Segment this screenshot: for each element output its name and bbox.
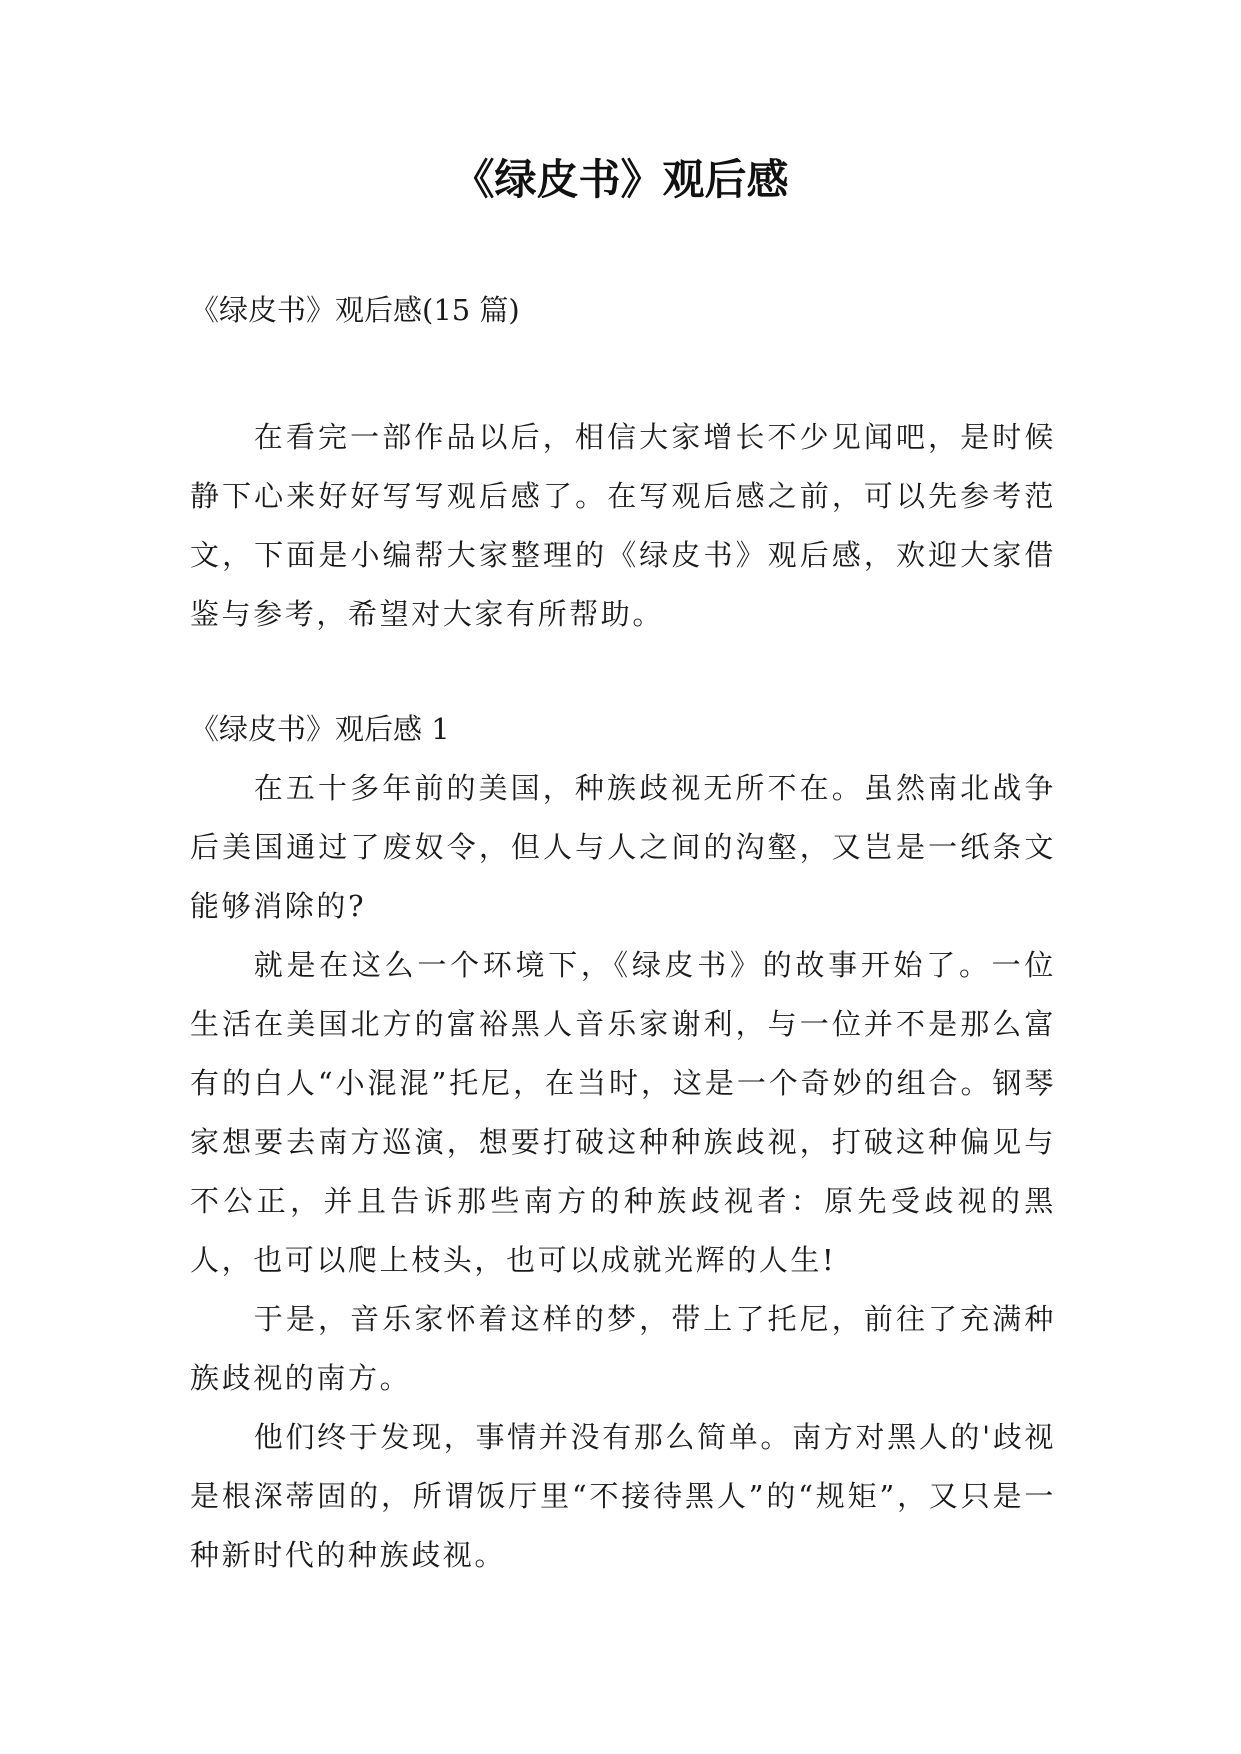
body-paragraph: 他们终于发现，事情并没有那么简单。南方对黑人的'歧视是根深蒂固的，所谓饭厅里“不接待黑人”的“规矩”，又只是一种新时代的种族歧视。	[190, 1420, 1056, 1572]
essay-section-1	[190, 700, 1056, 1585]
section-heading: 《绿皮书》观后感 1	[190, 712, 450, 746]
intro-paragraph: 在看完一部作品以后，相信大家增长不少见闻吧，是时候静下心来好好写写观后感了。在写观后感之前，可以先参考范文，下面是小编帮大家整理的《绿皮书》观后感，欢迎大家借鉴与参考，希望对大家有所帮助。	[190, 420, 1056, 631]
body-paragraph: 于是，音乐家怀着这样的梦，带上了托尼，前往了充满种族歧视的南方。	[190, 1302, 1056, 1395]
body-paragraph: 就是在这么一个环境下，《绿皮书》的故事开始了。一位生活在美国北方的富裕黑人音乐家谢利，与一位并不是那么富有的白人“小混混”托尼，在当时，这是一个奇妙的组合。钢琴家想要去南方巡演，想要打破这种种族歧视，打破这种偏见与不公正，并且告诉那些南方的种族歧视者：原先受歧视的黑人，也可以爬上枝头，也可以成就光辉的人生!	[190, 948, 1056, 1277]
document-subtitle: 《绿皮书》观后感(15 篇)	[190, 293, 520, 327]
document-title: 《绿皮书》观后感	[452, 155, 789, 204]
body-paragraph: 在五十多年前的美国，种族歧视无所不在。虽然南北战争后美国通过了废奴令，但人与人之间的沟壑，又岂是一纸条文能够消除的?	[190, 771, 1056, 923]
